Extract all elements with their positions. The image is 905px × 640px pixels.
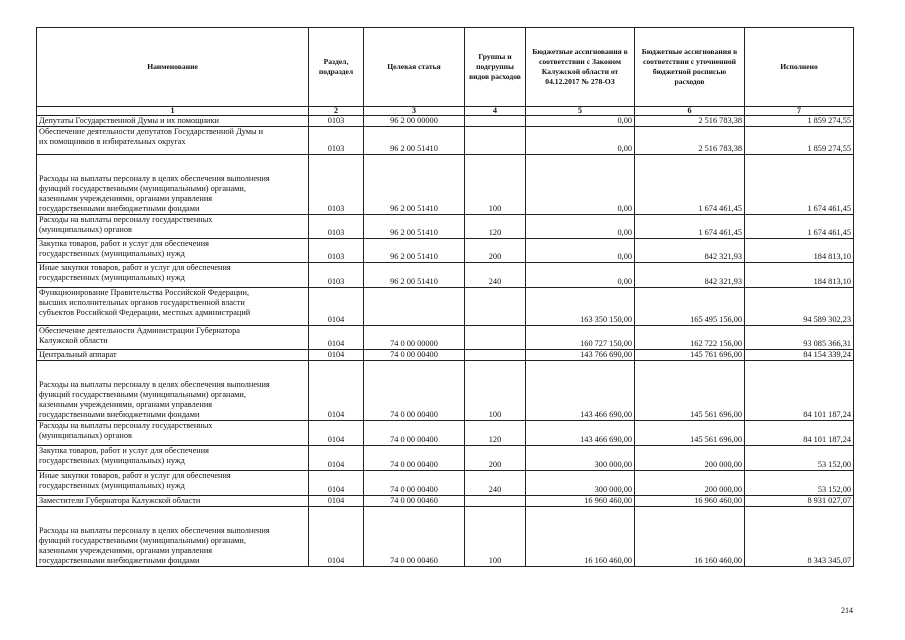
row-law: 143 766 690,00 bbox=[526, 350, 635, 361]
col-header-plan: Бюджетные ассигнования в соответствии с уточненной бюджетной росписью расходов bbox=[635, 28, 745, 107]
row-razdel: 0103 bbox=[309, 127, 364, 155]
row-target: 96 2 00 51410 bbox=[364, 263, 465, 288]
row-law: 0,00 bbox=[526, 263, 635, 288]
row-plan: 2 516 783,38 bbox=[635, 127, 745, 155]
row-target: 96 2 00 51410 bbox=[364, 215, 465, 239]
col-header-law: Бюджетные ассигнования в соответствии с Законом Калужской области от 04.12.2017 № 278-ОЗ bbox=[526, 28, 635, 107]
column-number-row bbox=[37, 107, 854, 116]
row-done: 1 674 461,45 bbox=[745, 155, 854, 215]
row-target: 74 0 00 00400 bbox=[364, 471, 465, 496]
row-name: Иные закупки товаров, работ и услуг для обеспечения государственных (муниципальных) нужд bbox=[37, 263, 309, 288]
row-done: 93 085 366,31 bbox=[745, 326, 854, 350]
row-plan: 1 674 461,45 bbox=[635, 215, 745, 239]
header-row bbox=[37, 28, 854, 107]
row-target: 74 0 00 00000 bbox=[364, 326, 465, 350]
row-razdel: 0104 bbox=[309, 421, 364, 446]
row-target: 96 2 00 51410 bbox=[364, 127, 465, 155]
col-number: 6 bbox=[635, 107, 745, 116]
row-group: 120 bbox=[465, 421, 526, 446]
row-razdel: 0103 bbox=[309, 116, 364, 127]
table-row bbox=[37, 239, 854, 263]
row-plan: 16 960 460,00 bbox=[635, 496, 745, 507]
row-done: 8 931 027,07 bbox=[745, 496, 854, 507]
row-group: 200 bbox=[465, 446, 526, 471]
row-razdel: 0104 bbox=[309, 446, 364, 471]
row-plan: 145 561 696,00 bbox=[635, 361, 745, 421]
row-name: Центральный аппарат bbox=[37, 350, 309, 361]
row-razdel: 0104 bbox=[309, 361, 364, 421]
row-plan: 16 160 460,00 bbox=[635, 507, 745, 567]
row-target: 96 2 00 51410 bbox=[364, 239, 465, 263]
table-row bbox=[37, 215, 854, 239]
row-plan: 842 321,93 bbox=[635, 239, 745, 263]
table-row bbox=[37, 326, 854, 350]
table-row bbox=[37, 263, 854, 288]
row-name: Расходы на выплаты персоналу в целях обеспечения выполнения функций государственными (муниципальными) органами, казенными учреждениями, органами управления государственными внебюджетными фондами bbox=[37, 361, 309, 421]
row-name: Расходы на выплаты персоналу в целях обеспечения выполнения функций государственными (муниципальными) органами, казенными учреждениями, органами управления государственными внебюджетными фондами bbox=[37, 507, 309, 567]
row-target: 74 0 00 00400 bbox=[364, 446, 465, 471]
row-target: 96 2 00 00000 bbox=[364, 116, 465, 127]
table-row bbox=[37, 127, 854, 155]
row-plan: 162 722 156,00 bbox=[635, 326, 745, 350]
row-name: Закупка товаров, работ и услуг для обеспечения государственных (муниципальных) нужд bbox=[37, 446, 309, 471]
row-razdel: 0104 bbox=[309, 496, 364, 507]
col-header-name: Наименование bbox=[37, 28, 309, 107]
row-done: 53 152,00 bbox=[745, 471, 854, 496]
row-target: 96 2 00 51410 bbox=[364, 155, 465, 215]
row-done: 184 813,10 bbox=[745, 239, 854, 263]
row-done: 1 859 274,55 bbox=[745, 127, 854, 155]
row-plan: 200 000,00 bbox=[635, 446, 745, 471]
row-group bbox=[465, 350, 526, 361]
table-row bbox=[37, 288, 854, 326]
row-name: Обеспечение деятельности Администрации Губернатора Калужской области bbox=[37, 326, 309, 350]
row-done: 84 101 187,24 bbox=[745, 421, 854, 446]
row-plan: 145 761 696,00 bbox=[635, 350, 745, 361]
row-done: 84 101 187,24 bbox=[745, 361, 854, 421]
row-target: 74 0 00 00460 bbox=[364, 507, 465, 567]
row-razdel: 0103 bbox=[309, 263, 364, 288]
table-row bbox=[37, 116, 854, 127]
row-name: Функционирование Правительства Российской Федерации, высших исполнительных органов государственной власти субъектов Российской Федерации, местных администраций bbox=[37, 288, 309, 326]
table-row bbox=[37, 496, 854, 507]
table-row bbox=[37, 471, 854, 496]
row-law: 160 727 150,00 bbox=[526, 326, 635, 350]
row-target: 74 0 00 00460 bbox=[364, 496, 465, 507]
col-number: 4 bbox=[465, 107, 526, 116]
row-plan: 842 321,93 bbox=[635, 263, 745, 288]
row-name: Закупка товаров, работ и услуг для обеспечения государственных (муниципальных) нужд bbox=[37, 239, 309, 263]
col-header-group: Группы и подгруппы видов расходов bbox=[465, 28, 526, 107]
row-done: 84 154 339,24 bbox=[745, 350, 854, 361]
row-razdel: 0104 bbox=[309, 471, 364, 496]
row-razdel: 0104 bbox=[309, 350, 364, 361]
row-name: Расходы на выплаты персоналу государственных (муниципальных) органов bbox=[37, 215, 309, 239]
page-number: 214 bbox=[841, 606, 853, 615]
table-row bbox=[37, 421, 854, 446]
row-plan: 2 516 783,38 bbox=[635, 116, 745, 127]
row-group bbox=[465, 127, 526, 155]
row-name: Обеспечение деятельности депутатов Государственной Думы и их помощников в избирательных округах bbox=[37, 127, 309, 155]
row-plan: 165 495 156,00 bbox=[635, 288, 745, 326]
row-done: 94 589 302,23 bbox=[745, 288, 854, 326]
table-row bbox=[37, 361, 854, 421]
row-target: 74 0 00 00400 bbox=[364, 421, 465, 446]
table-row bbox=[37, 446, 854, 471]
row-razdel: 0103 bbox=[309, 239, 364, 263]
row-razdel: 0104 bbox=[309, 507, 364, 567]
table-row bbox=[37, 350, 854, 361]
row-name: Расходы на выплаты персоналу в целях обеспечения выполнения функций государственными (муниципальными) органами, казенными учреждениями, органами управления государственными внебюджетными фондами bbox=[37, 155, 309, 215]
table-row bbox=[37, 155, 854, 215]
col-number: 5 bbox=[526, 107, 635, 116]
col-number: 2 bbox=[309, 107, 364, 116]
row-group: 100 bbox=[465, 507, 526, 567]
row-law: 16 160 460,00 bbox=[526, 507, 635, 567]
row-done: 53 152,00 bbox=[745, 446, 854, 471]
row-name: Заместители Губернатора Калужской области bbox=[37, 496, 309, 507]
row-done: 8 343 345,07 bbox=[745, 507, 854, 567]
row-razdel: 0103 bbox=[309, 155, 364, 215]
row-law: 300 000,00 bbox=[526, 471, 635, 496]
row-target: 74 0 00 00400 bbox=[364, 350, 465, 361]
row-razdel: 0104 bbox=[309, 288, 364, 326]
row-group bbox=[465, 326, 526, 350]
row-name: Депутаты Государственной Думы и их помощники bbox=[37, 116, 309, 127]
row-group: 100 bbox=[465, 155, 526, 215]
row-name: Иные закупки товаров, работ и услуг для обеспечения государственных (муниципальных) нужд bbox=[37, 471, 309, 496]
col-header-target: Целевая статья bbox=[364, 28, 465, 107]
row-plan: 145 561 696,00 bbox=[635, 421, 745, 446]
row-done: 1 859 274,55 bbox=[745, 116, 854, 127]
row-razdel: 0104 bbox=[309, 326, 364, 350]
row-group bbox=[465, 288, 526, 326]
row-group: 240 bbox=[465, 263, 526, 288]
row-law: 0,00 bbox=[526, 239, 635, 263]
col-number: 1 bbox=[37, 107, 309, 116]
row-razdel: 0103 bbox=[309, 215, 364, 239]
row-law: 0,00 bbox=[526, 215, 635, 239]
row-law: 0,00 bbox=[526, 116, 635, 127]
row-law: 143 466 690,00 bbox=[526, 361, 635, 421]
col-number: 3 bbox=[364, 107, 465, 116]
col-header-done: Исполнено bbox=[745, 28, 854, 107]
col-header-razdel: Раздел, подраздел bbox=[309, 28, 364, 107]
row-done: 184 813,10 bbox=[745, 263, 854, 288]
col-number: 7 bbox=[745, 107, 854, 116]
table-row bbox=[37, 507, 854, 567]
row-group: 240 bbox=[465, 471, 526, 496]
row-group: 120 bbox=[465, 215, 526, 239]
row-plan: 200 000,00 bbox=[635, 471, 745, 496]
row-law: 0,00 bbox=[526, 127, 635, 155]
row-plan: 1 674 461,45 bbox=[635, 155, 745, 215]
row-group: 100 bbox=[465, 361, 526, 421]
row-name: Расходы на выплаты персоналу государственных (муниципальных) органов bbox=[37, 421, 309, 446]
row-law: 163 350 150,00 bbox=[526, 288, 635, 326]
row-group bbox=[465, 116, 526, 127]
budget-table bbox=[36, 27, 854, 567]
row-target bbox=[364, 288, 465, 326]
row-law: 16 960 460,00 bbox=[526, 496, 635, 507]
row-law: 143 466 690,00 bbox=[526, 421, 635, 446]
row-done: 1 674 461,45 bbox=[745, 215, 854, 239]
row-law: 300 000,00 bbox=[526, 446, 635, 471]
row-group bbox=[465, 496, 526, 507]
row-target: 74 0 00 00400 bbox=[364, 361, 465, 421]
row-law: 0,00 bbox=[526, 155, 635, 215]
row-group: 200 bbox=[465, 239, 526, 263]
